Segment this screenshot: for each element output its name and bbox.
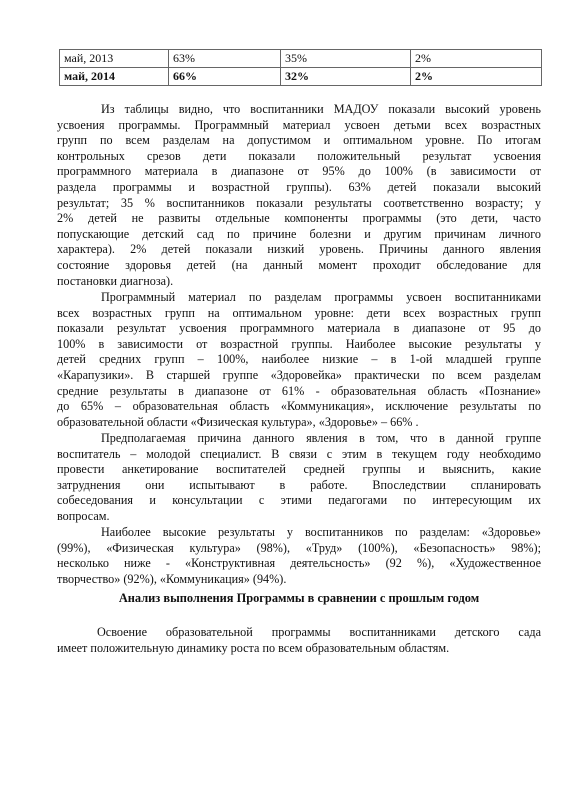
results-table: [59, 49, 542, 86]
text-line: групп по всем разделам на допустимом и оптимальном уровне. По итогам: [57, 133, 541, 148]
section-heading: Анализ выполнения Программы в сравнении с прошлым годом: [118, 591, 480, 605]
cell-optimal: 35%: [281, 50, 411, 68]
cell-period: май, 2014: [60, 68, 169, 86]
cell-high: 63%: [169, 50, 281, 68]
paragraph-table-analysis: [57, 102, 541, 289]
text-line: собеседования и консультации с этими педагогами по интересующим их: [57, 493, 541, 508]
paragraph-cause: [57, 431, 541, 525]
text-line: Наиболее высокие результаты у воспитанников по разделам: «Здоровье»: [101, 525, 541, 539]
text-line: состояние здоровья детей (на данный момент проходит обследование для: [57, 257, 541, 272]
text-line: (99%), «Физическая культура» (98%), «Труд» (100%), «Безопасность» 98%);: [57, 540, 541, 555]
text-line: всех возрастных групп на оптимальном уровне: дети всех возрастных групп: [57, 305, 541, 320]
text-line: 2% детей не развиты отдельные компоненты программы (это дети, часто: [57, 211, 541, 226]
text-line: затруднения они испытывают в работе. Впоследствии спланировать: [57, 477, 541, 492]
text-line: показали результат усвоения программного материала в диапазоне от 95 до: [57, 321, 541, 336]
table-row: [60, 50, 542, 68]
cell-high: 66%: [169, 68, 281, 86]
text-line: программного материала в диапазоне от 95% до 100% (в зависимости от: [57, 164, 541, 179]
text-line: усвоения программы. Программный материал усвоен детьми всех возрастных: [57, 117, 541, 132]
cell-low: 2%: [411, 50, 542, 68]
paragraph-highest-results: [57, 525, 541, 587]
text-line: «Карапузики». В старшей группе «Здоровейка» практически по всем разделам: [57, 367, 541, 382]
text-line: раздела программы и возрастной группы). 63% детей показали высокий: [57, 179, 541, 194]
cell-optimal: 32%: [281, 68, 411, 86]
text-line: до 65% – образовательная область «Коммуникация», исключение результаты по: [57, 399, 541, 414]
cell-period: май, 2013: [60, 50, 169, 68]
text-line: Из таблицы видно, что воспитанники МАДОУ показали высокий уровень: [101, 102, 541, 116]
text-line: характера). 2% детей показали низкий уровень. Причины данного явления: [57, 242, 541, 257]
paragraph-program-sections: [57, 290, 541, 430]
text-line: Предполагаемая причина данного явления в том, что в данной группе: [101, 431, 541, 445]
text-line: детей средних групп – 100%, наиболее низкие – в 1-ой младшей группе: [57, 352, 541, 367]
text-line: Программный материал по разделам программы усвоен воспитанниками: [101, 290, 541, 304]
table-row: [60, 68, 542, 86]
text-line: 100% в зависимости от возрастной группы. Наиболее высокие результаты у: [57, 336, 541, 351]
text-line: провести анкетирование воспитателей средней группы и выяснить, какие: [57, 462, 541, 477]
text-line: постановки диагноза).: [57, 273, 174, 288]
text-line: средние результаты в диапазоне от 61% - образовательная область «Познание»: [57, 383, 541, 398]
text-line: имеет положительную динамику роста по всем образовательным областям.: [57, 640, 450, 655]
text-line: попускающие детский сад по причине болезни и другим причинам личного: [57, 226, 541, 241]
text-line: результат; 35 % воспитанников показали результаты соответственно возрасту; у: [57, 195, 541, 210]
text-line: контрольных срезов дети показали положительный результат усвоения: [57, 148, 541, 163]
text-line: образовательной области «Физическая культура», «Здоровье» – 66% .: [57, 414, 419, 429]
text-line: Освоение образовательной программы воспитанниками детского сада: [97, 625, 541, 639]
text-line: несколько ниже - «Конструктивная деятельсность» (92 %), «Художественное: [57, 556, 541, 571]
text-line: вопросам.: [57, 508, 110, 523]
paragraph-dynamics: [57, 625, 541, 656]
text-line: воспитатель – молодой специалист. В связи с этим в текущем году необходимо: [57, 446, 541, 461]
text-line: творчество» (92%), «Коммуникация» (94%).: [57, 571, 287, 586]
cell-low: 2%: [411, 68, 542, 86]
